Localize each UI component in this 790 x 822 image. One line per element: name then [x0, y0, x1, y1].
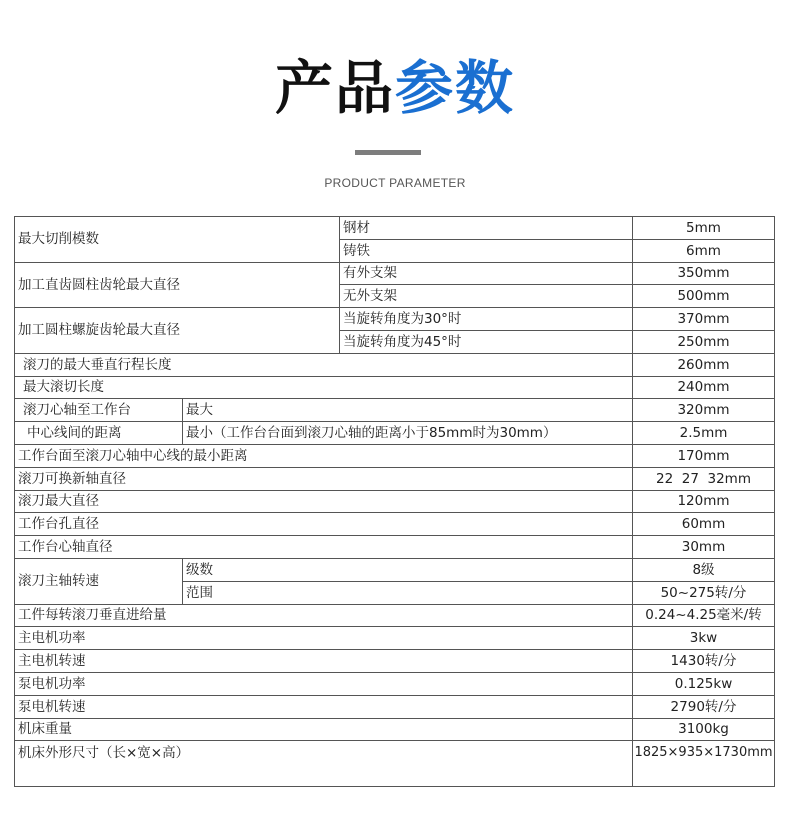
row-value: 22 27 32mm [633, 467, 775, 490]
table-row [15, 718, 775, 741]
row-label: 机床外形尺寸（长×宽×高） [15, 741, 633, 787]
row-label: 滚刀的最大垂直行程长度 [15, 353, 633, 376]
parameter-table [14, 216, 775, 787]
row-sublabel: 钢材 [340, 217, 633, 240]
table-row [15, 376, 775, 399]
row-label: 加工圆柱螺旋齿轮最大直径 [15, 308, 340, 354]
row-label: 机床重量 [15, 718, 633, 741]
table-row [15, 422, 775, 445]
row-label: 最大滚切长度 [15, 376, 633, 399]
row-sublabel: 范围 [183, 581, 633, 604]
row-label: 滚刀主轴转速 [15, 558, 183, 604]
row-label: 工作台心轴直径 [15, 536, 633, 559]
page-title [0, 48, 790, 128]
row-sublabel: 当旋转角度为45°时 [340, 330, 633, 353]
table-row [15, 217, 775, 240]
row-sublabel: 最小（工作台台面到滚刀心轴的距离小于85mm时为30mm） [183, 422, 633, 445]
table-row [15, 308, 775, 331]
row-value: 2790转/分 [633, 695, 775, 718]
row-label: 主电机转速 [15, 650, 633, 673]
table-row [15, 399, 775, 422]
row-sublabel: 有外支架 [340, 262, 633, 285]
row-value: 320mm [633, 399, 775, 422]
row-value: 8级 [633, 558, 775, 581]
row-value: 60mm [633, 513, 775, 536]
table-row [15, 558, 775, 581]
table-row [15, 695, 775, 718]
table-row [15, 467, 775, 490]
table-row [15, 672, 775, 695]
table-row [15, 604, 775, 627]
row-label: 主电机功率 [15, 627, 633, 650]
row-label: 泵电机转速 [15, 695, 633, 718]
table-row [15, 444, 775, 467]
row-label: 泵电机功率 [15, 672, 633, 695]
row-value: 250mm [633, 330, 775, 353]
row-value: 3100kg [633, 718, 775, 741]
title-part-1: 产品 [274, 54, 395, 122]
row-value: 30mm [633, 536, 775, 559]
row-value: 240mm [633, 376, 775, 399]
table-row [15, 627, 775, 650]
row-value: 370mm [633, 308, 775, 331]
row-value: 170mm [633, 444, 775, 467]
table-row [15, 513, 775, 536]
row-sublabel: 最大 [183, 399, 633, 422]
row-sublabel: 当旋转角度为30°时 [340, 308, 633, 331]
row-label: 工作台孔直径 [15, 513, 633, 536]
row-value: 5mm [633, 217, 775, 240]
title-part-2: 参数 [395, 54, 516, 122]
row-value: 50~275转/分 [633, 581, 775, 604]
row-value: 3kw [633, 627, 775, 650]
row-label-line-1: 滚刀心轴至工作台 [15, 399, 183, 422]
row-value: 0.125kw [633, 672, 775, 695]
row-sublabel: 级数 [183, 558, 633, 581]
row-value: 350mm [633, 262, 775, 285]
row-label-line-2: 中心线间的距离 [15, 422, 183, 445]
table-row [15, 490, 775, 513]
row-sublabel: 铸铁 [340, 239, 633, 262]
row-value: 1825×935×1730mm [633, 741, 775, 787]
table-row [15, 353, 775, 376]
row-sublabel: 无外支架 [340, 285, 633, 308]
table-row [15, 650, 775, 673]
row-label: 滚刀最大直径 [15, 490, 633, 513]
table-row [15, 536, 775, 559]
row-label: 加工直齿圆柱齿轮最大直径 [15, 262, 340, 308]
table-row [15, 262, 775, 285]
row-value: 120mm [633, 490, 775, 513]
row-value: 260mm [633, 353, 775, 376]
page-subtitle: PRODUCT PARAMETER [324, 176, 466, 190]
row-value: 2.5mm [633, 422, 775, 445]
row-label: 最大切削模数 [15, 217, 340, 263]
row-label: 滚刀可换新轴直径 [15, 467, 633, 490]
row-value: 0.24~4.25毫米/转 [633, 604, 775, 627]
table-row [15, 741, 775, 787]
row-label: 工件每转滚刀垂直进给量 [15, 604, 633, 627]
row-value: 1430转/分 [633, 650, 775, 673]
row-label: 工作台面至滚刀心轴中心线的最小距离 [15, 444, 633, 467]
title-divider [355, 150, 421, 155]
row-value: 6mm [633, 239, 775, 262]
row-value: 500mm [633, 285, 775, 308]
